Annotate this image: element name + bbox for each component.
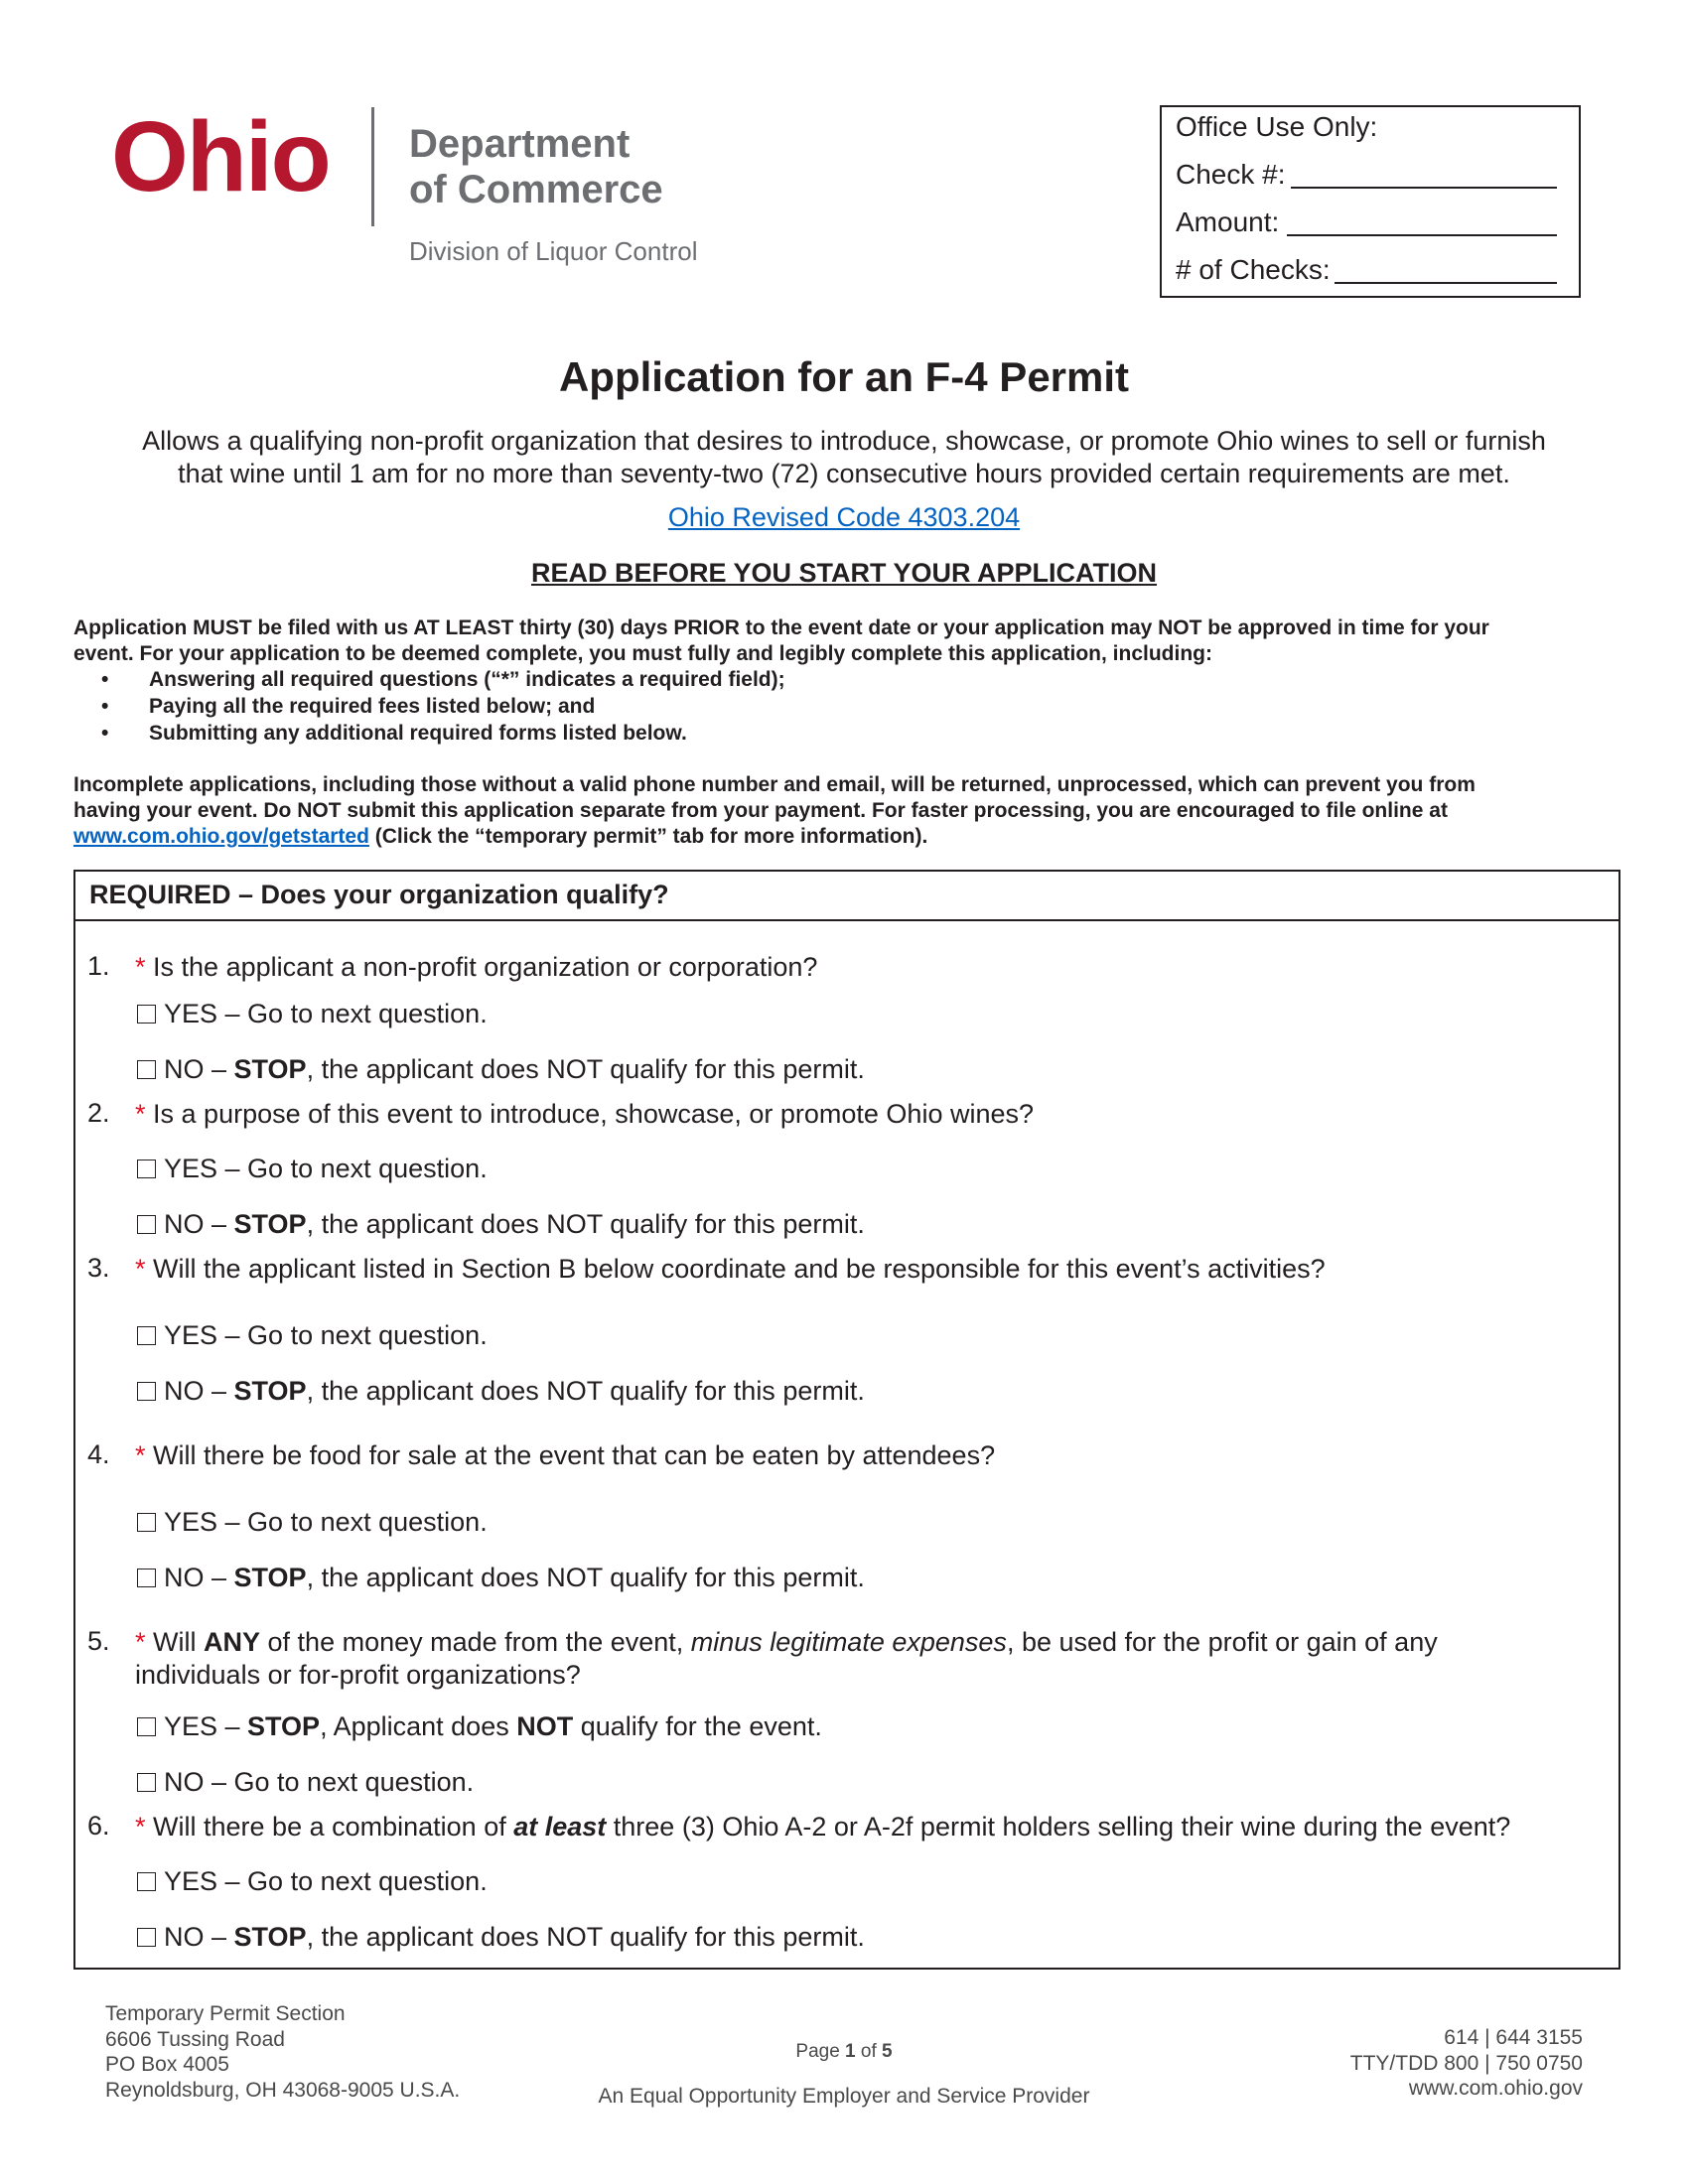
question-3-no-option[interactable] bbox=[137, 1376, 865, 1407]
question-5-line-1 bbox=[135, 1626, 1585, 1659]
footer-phone: 614 | 644 3155 bbox=[1444, 2026, 1583, 2049]
instructions-line: Application MUST be filed with us AT LEAST thirty (30) days PRIOR to the event date or your application may NOT be approved in time for your bbox=[73, 616, 1489, 639]
checkbox[interactable] bbox=[137, 1773, 156, 1792]
question-6-number: 6. bbox=[87, 1811, 110, 1841]
question-5-text bbox=[135, 1626, 1585, 1692]
instructions-tail: (Click the “temporary permit” tab for more information). bbox=[368, 825, 928, 848]
question-text: Will the applicant listed in Section B below coordinate and be responsible for this event’s activities? bbox=[153, 1254, 1326, 1284]
page-subtitle bbox=[109, 425, 1579, 490]
option-label: , the applicant does NOT qualify for this permit. bbox=[306, 1054, 865, 1084]
question-2-number: 2. bbox=[87, 1098, 110, 1128]
checkbox[interactable] bbox=[137, 1160, 156, 1178]
qualification-heading: REQUIRED – Does your organization qualify? bbox=[89, 880, 669, 909]
instructions-line: Incomplete applications, including those without a valid phone number and email, will be returned, unprocessed, which can prevent you from bbox=[73, 773, 1476, 796]
bullet-2-symbol: • bbox=[101, 695, 109, 718]
bullet-3: Submitting any additional required forms listed below. bbox=[149, 722, 687, 745]
page-of: of bbox=[855, 2041, 883, 2062]
question-5-number: 5. bbox=[87, 1626, 110, 1656]
instructions-line: having your event. Do NOT submit this application separate from your payment. For faster processing, you are encouraged to file online at bbox=[73, 799, 1448, 822]
amount-label: Amount: bbox=[1176, 206, 1280, 237]
question-emphasis: ANY bbox=[204, 1627, 261, 1657]
question-6-text bbox=[135, 1811, 1585, 1843]
question-4-yes-option[interactable] bbox=[137, 1507, 488, 1538]
question-2-yes-option[interactable] bbox=[137, 1154, 488, 1184]
question-text: Is a purpose of this event to introduce, showcase, or promote Ohio wines? bbox=[153, 1099, 1035, 1129]
question-italic: minus legitimate expenses bbox=[690, 1627, 1007, 1657]
question-1-yes-option[interactable] bbox=[137, 999, 488, 1029]
question-text: Will bbox=[153, 1627, 205, 1657]
question-5-line-2: individuals or for-profit organizations? bbox=[135, 1660, 581, 1690]
instructions-paragraph-1 bbox=[73, 615, 1622, 667]
check-number-label: Check #: bbox=[1176, 159, 1286, 190]
number-of-checks-label: # of Checks: bbox=[1176, 254, 1331, 285]
check-number-field[interactable] bbox=[1291, 187, 1557, 189]
number-of-checks-field[interactable] bbox=[1335, 282, 1557, 284]
option-label: , Applicant does bbox=[320, 1711, 517, 1741]
option-label: NO – bbox=[164, 1054, 234, 1084]
checkbox[interactable] bbox=[137, 1717, 156, 1736]
get-started-link[interactable]: www.com.ohio.gov/getstarted bbox=[73, 825, 369, 848]
department-line-1: Department bbox=[409, 122, 631, 166]
stop-label: STOP bbox=[233, 1209, 307, 1239]
qualification-section bbox=[73, 870, 1620, 1970]
question-4-number: 4. bbox=[87, 1439, 110, 1469]
department-line-2: of Commerce bbox=[409, 168, 663, 211]
option-label: NO – bbox=[164, 1563, 234, 1592]
logo-divider bbox=[371, 107, 374, 226]
question-1-number: 1. bbox=[87, 951, 110, 981]
required-asterisk: * bbox=[135, 1440, 146, 1470]
option-label: YES – bbox=[164, 1711, 248, 1741]
instructions-line: event. For your application to be deemed complete, you must fully and legibly complete this application, including: bbox=[73, 642, 1212, 665]
stop-label: STOP bbox=[233, 1376, 307, 1406]
question-text: Will there be food for sale at the event that can be eaten by attendees? bbox=[153, 1440, 996, 1470]
page-title: Application for an F-4 Permit bbox=[558, 353, 1130, 400]
option-label: , the applicant does NOT qualify for this permit. bbox=[306, 1209, 865, 1239]
required-asterisk: * bbox=[135, 1812, 146, 1842]
checkbox[interactable] bbox=[137, 1005, 156, 1024]
question-2-no-option[interactable] bbox=[137, 1209, 865, 1240]
instructions-paragraph-2 bbox=[73, 772, 1622, 850]
question-text: , be used for the profit or gain of any bbox=[1006, 1627, 1438, 1657]
option-label: YES – Go to next question. bbox=[164, 999, 488, 1028]
question-4-text bbox=[135, 1439, 1585, 1472]
checkbox[interactable] bbox=[137, 1928, 156, 1947]
footer-city: Reynoldsburg, OH 43068-9005 U.S.A. bbox=[105, 2078, 461, 2102]
stop-label: STOP bbox=[233, 1563, 307, 1592]
checkbox[interactable] bbox=[137, 1513, 156, 1532]
question-1-text bbox=[135, 951, 1585, 984]
ohio-revised-code-link[interactable]: Ohio Revised Code 4303.204 bbox=[667, 502, 1021, 532]
question-text: of the money made from the event, bbox=[260, 1627, 691, 1657]
question-6-yes-option[interactable] bbox=[137, 1866, 488, 1897]
option-label: YES – Go to next question. bbox=[164, 1154, 488, 1183]
option-label: , the applicant does NOT qualify for this permit. bbox=[306, 1922, 865, 1952]
department-name bbox=[409, 121, 663, 212]
stop-label: STOP bbox=[233, 1922, 307, 1952]
question-emphasis: at least bbox=[513, 1812, 607, 1842]
division-name: Division of Liquor Control bbox=[409, 236, 698, 266]
question-5-yes-option[interactable] bbox=[137, 1711, 822, 1742]
checkbox[interactable] bbox=[137, 1872, 156, 1891]
question-text: Is the applicant a non-profit organization or corporation? bbox=[153, 952, 818, 982]
required-asterisk: * bbox=[135, 952, 146, 982]
subtitle-line-2: that wine until 1 am for no more than seventy-two (72) consecutive hours provided certain requirements are met. bbox=[178, 459, 1510, 488]
question-text: Will there be a combination of bbox=[153, 1812, 514, 1842]
checkbox[interactable] bbox=[137, 1569, 156, 1587]
footer-street: 6606 Tussing Road bbox=[105, 2027, 285, 2051]
question-3-yes-option[interactable] bbox=[137, 1320, 488, 1351]
not-label: NOT bbox=[516, 1711, 574, 1741]
question-2-text bbox=[135, 1098, 1585, 1131]
subtitle-line-1: Allows a qualifying non-profit organization that desires to introduce, showcase, or promote Ohio wines to sell or furnish bbox=[142, 426, 1546, 456]
option-label: , the applicant does NOT qualify for this permit. bbox=[306, 1563, 865, 1592]
bullet-1-symbol: • bbox=[101, 668, 109, 691]
office-use-box bbox=[1160, 105, 1581, 298]
checkbox[interactable] bbox=[137, 1215, 156, 1234]
instructions-line bbox=[73, 824, 1622, 850]
bullet-3-symbol: • bbox=[101, 722, 109, 745]
question-text: three (3) Ohio A-2 or A-2f permit holders selling their wine during the event? bbox=[606, 1812, 1511, 1842]
option-label: YES – Go to next question. bbox=[164, 1507, 488, 1537]
option-label: NO – bbox=[164, 1209, 234, 1239]
question-4-no-option[interactable] bbox=[137, 1563, 865, 1593]
checkbox[interactable] bbox=[137, 1382, 156, 1401]
page-current: 1 bbox=[845, 2041, 856, 2062]
option-label: qualify for the event. bbox=[573, 1711, 822, 1741]
checkbox[interactable] bbox=[137, 1060, 156, 1079]
ohio-logo: Ohio bbox=[111, 101, 330, 212]
option-label: , the applicant does NOT qualify for this permit. bbox=[306, 1376, 865, 1406]
question-3-number: 3. bbox=[87, 1253, 110, 1283]
option-label: YES – Go to next question. bbox=[164, 1320, 488, 1350]
amount-field[interactable] bbox=[1287, 234, 1557, 236]
question-3-text bbox=[135, 1253, 1585, 1286]
page-label: Page bbox=[795, 2041, 846, 2062]
stop-label: STOP bbox=[233, 1054, 307, 1084]
footer-pobox: PO Box 4005 bbox=[105, 2053, 229, 2076]
option-label: NO – Go to next question. bbox=[164, 1767, 475, 1797]
page-total: 5 bbox=[882, 2041, 893, 2062]
read-before-heading: READ BEFORE YOU START YOUR APPLICATION bbox=[530, 558, 1158, 588]
option-label: NO – bbox=[164, 1376, 234, 1406]
required-asterisk: * bbox=[135, 1099, 146, 1129]
footer-website[interactable]: www.com.ohio.gov bbox=[1408, 2077, 1583, 2100]
footer-tty: TTY/TDD 800 | 750 0750 bbox=[1349, 2051, 1583, 2075]
required-asterisk: * bbox=[135, 1254, 146, 1284]
footer-section: Temporary Permit Section bbox=[105, 2002, 346, 2025]
bullet-1: Answering all required questions (“*” indicates a required field); bbox=[149, 668, 785, 691]
option-label: YES – Go to next question. bbox=[164, 1866, 488, 1896]
option-label: NO – bbox=[164, 1922, 234, 1952]
question-5-no-option[interactable] bbox=[137, 1767, 474, 1798]
checkbox[interactable] bbox=[137, 1326, 156, 1345]
question-6-no-option[interactable] bbox=[137, 1922, 865, 1953]
question-1-no-option[interactable] bbox=[137, 1054, 865, 1085]
bullet-2: Paying all the required fees listed below; and bbox=[149, 695, 596, 718]
equal-opportunity-statement: An Equal Opportunity Employer and Service Provider bbox=[598, 2085, 1090, 2108]
stop-label: STOP bbox=[247, 1711, 321, 1741]
footer-contact bbox=[1350, 2025, 1583, 2102]
required-asterisk: * bbox=[135, 1627, 146, 1657]
office-use-title: Office Use Only: bbox=[1176, 111, 1378, 142]
